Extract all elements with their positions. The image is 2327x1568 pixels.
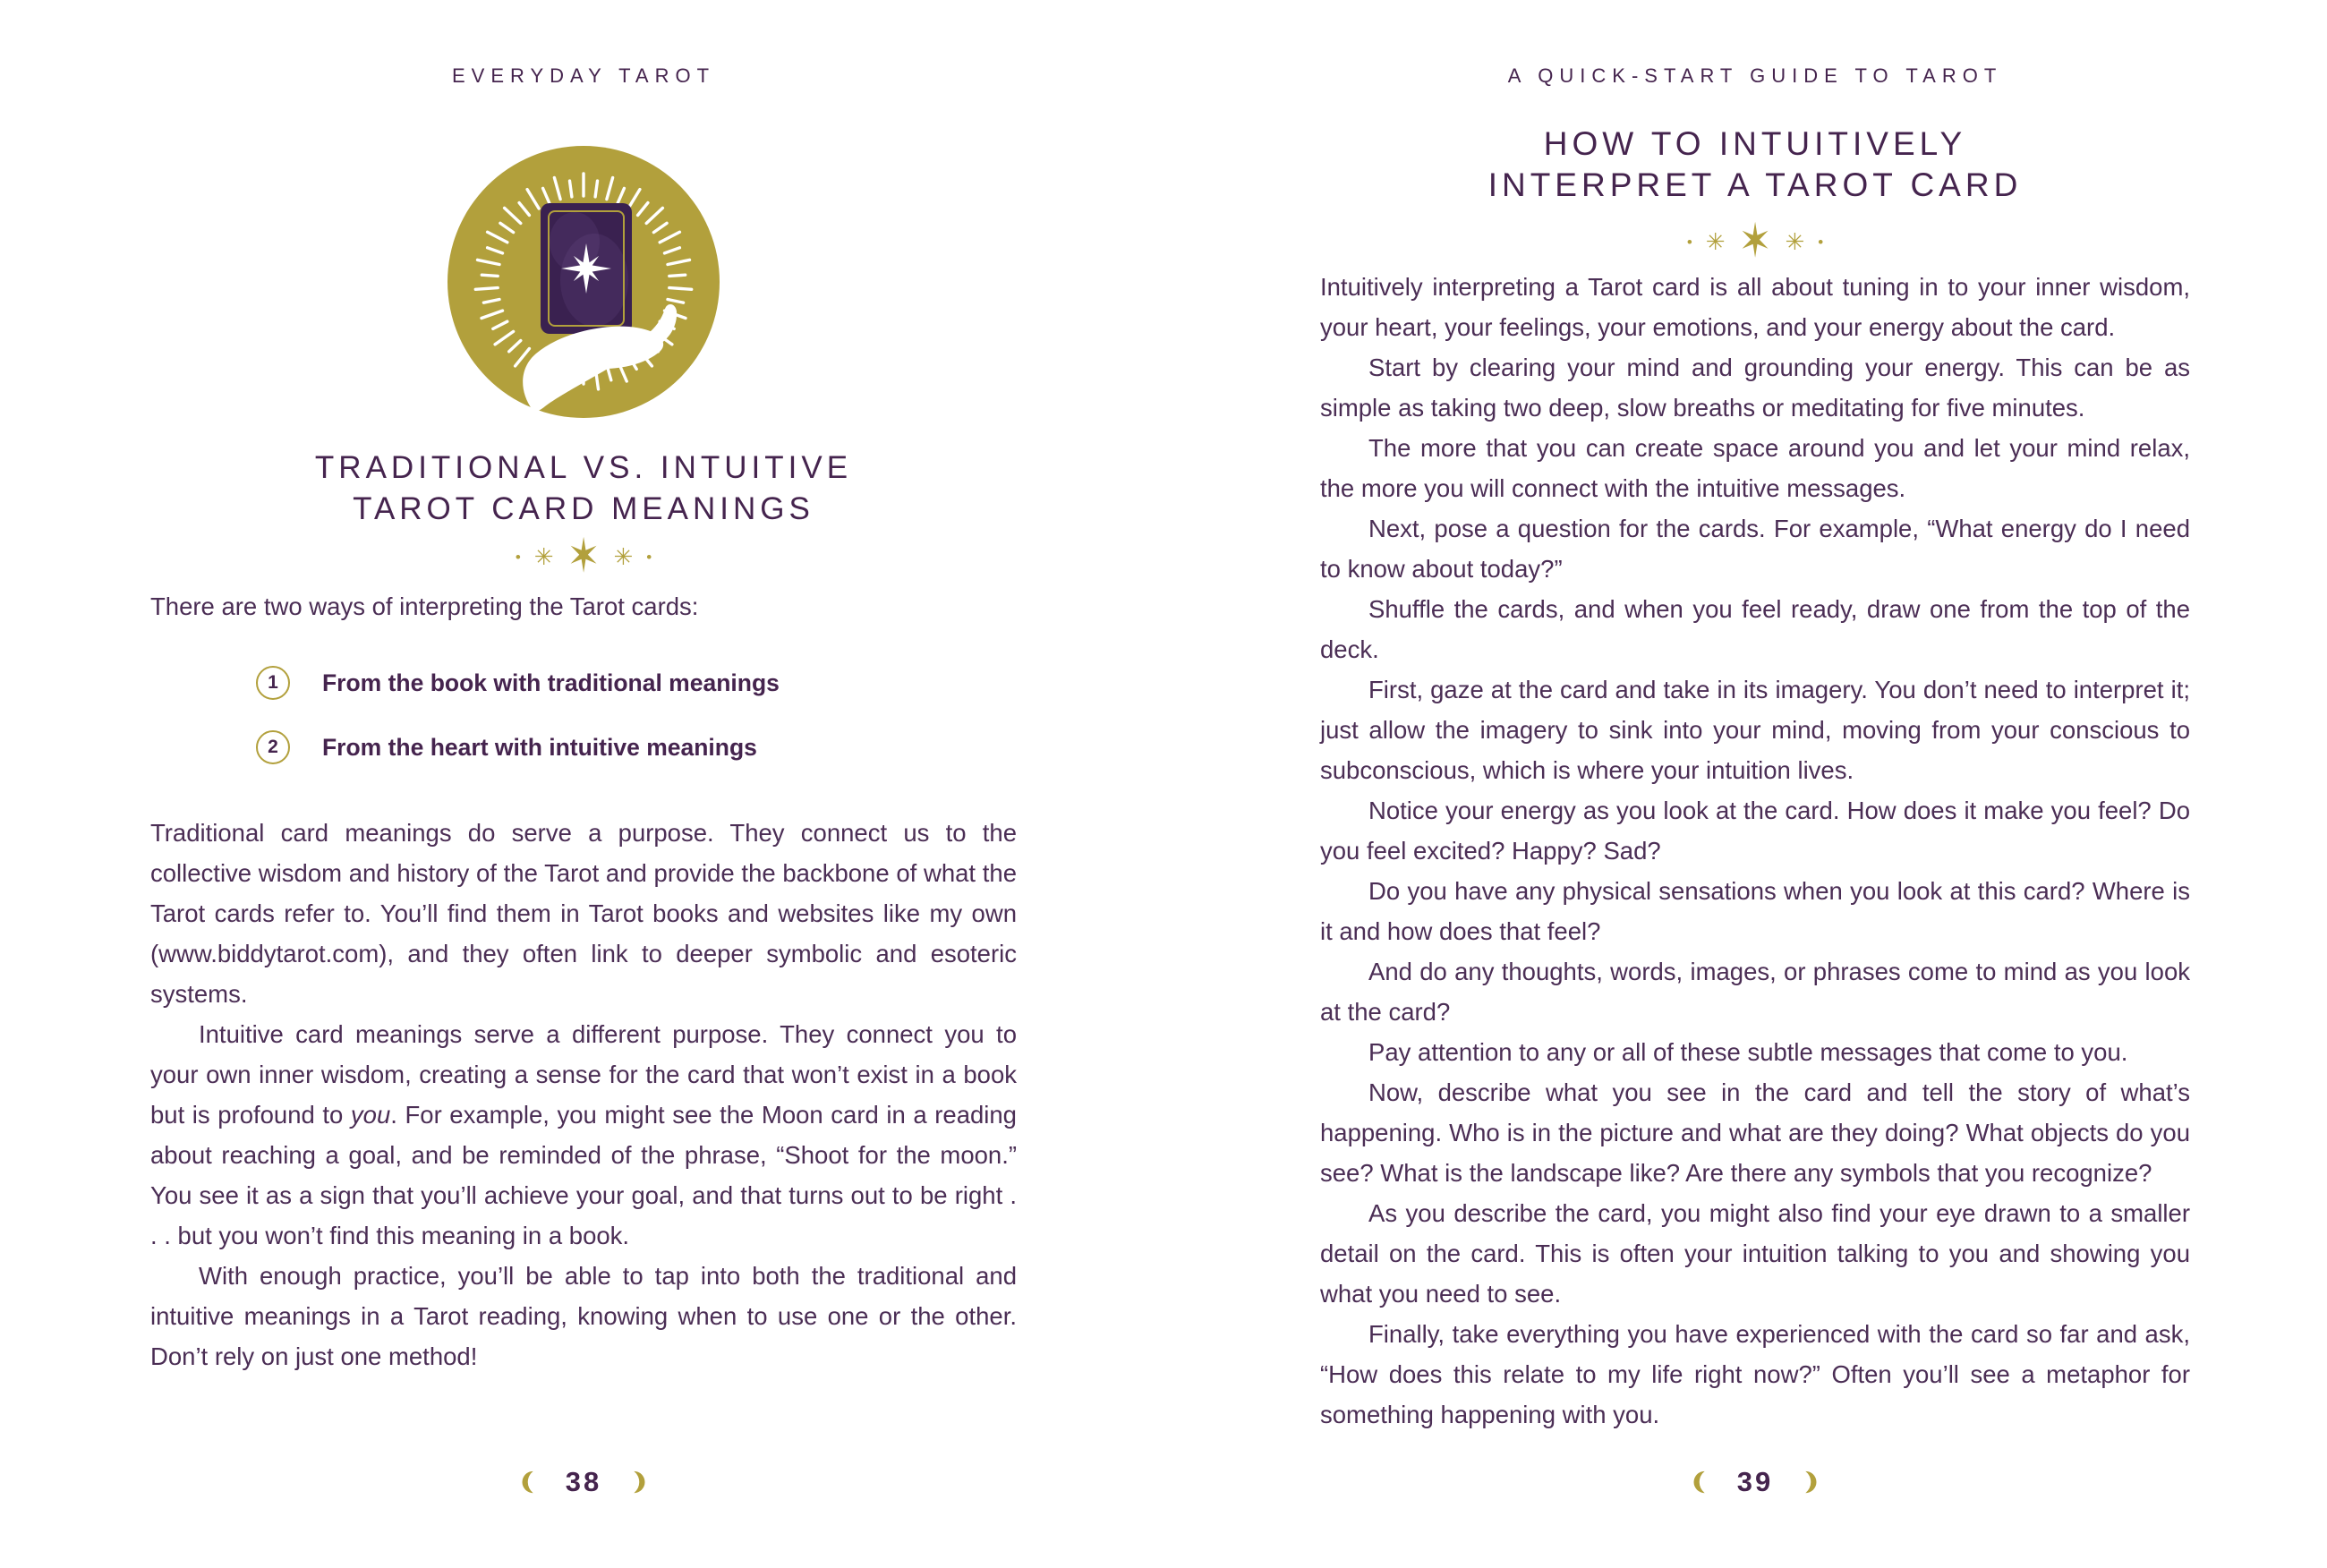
body-paragraph: With enough practice, you’ll be able to tap into both the traditional and intuitive meanings in a Tarot reading, knowing when to use one or the other. Don’t rely on just one method! (150, 1262, 1017, 1370)
body-paragraph: Intuitively interpreting a Tarot card is all about tuning in to your inner wisdom, your heart, your feelings, your emotions, and your energy about the card. (1320, 273, 2190, 341)
list-item-label: From the heart with intuitive meanings (322, 733, 757, 761)
crescent-moon-icon (625, 1468, 652, 1496)
body-paragraph: Traditional card meanings do serve a purpose. They connect us to the collective wisdom and history of the Tarot and provide the backbone of what the Tarot cards refer to. You’ll find them in Tarot books and websites like my own (www.biddytarot.com), and they often link to deeper symbolic and esoteric systems. (150, 819, 1017, 1008)
body-paragraph: As you describe the card, you might also find your eye drawn to a smaller detail on the card. This is often your intuition talking to you and showing you what you need to see. (1320, 1199, 2190, 1308)
body-paragraph: Shuffle the cards, and when you feel ready, draw one from the top of the deck. (1320, 595, 2190, 663)
sparkle-icon: ✳ (1785, 228, 1805, 255)
right-page (1164, 0, 2327, 1568)
dot-icon: • (1818, 233, 1824, 251)
chapter-title-line1: HOW TO INTUITIVELY (1543, 125, 1967, 162)
crescent-moon-icon (1796, 1468, 1823, 1496)
page-number: 38 (565, 1466, 602, 1497)
right-paragraphs (1320, 267, 2190, 1435)
list-item-label: From the book with traditional meanings (322, 669, 780, 696)
body-paragraph: Notice your energy as you look at the card. How does it make you feel? Do you feel excited? Happy? Sad? (1320, 797, 2190, 865)
body-paragraph: Intuitive card meanings serve a different purpose. They connect you to your own inner wisdom, creating a sense for the card that won’t exist in a book but is profound to you. For example, you might see the Moon card in a reading about reaching a goal, and be reminded of the phrase, “Shoot for the moon.” You see it as a sign that you’ll achieve your goal, and that turns out to be right . . . but you won’t find this meaning in a book. (150, 1020, 1017, 1249)
body-paragraph: Next, pose a question for the cards. For example, “What energy do I need to know about today?” (1320, 515, 2190, 583)
body-paragraph: And do any thoughts, words, images, or phrases come to mind as you look at the card? (1320, 958, 2190, 1026)
star-divider (1320, 215, 2190, 268)
left-page-column (150, 0, 1017, 1568)
body-paragraph: Do you have any physical sensations when you look at this card? Where is it and how does that feel? (1320, 877, 2190, 945)
six-pointed-star-icon: ✶ (567, 530, 601, 583)
sparkle-icon: ✳ (1705, 228, 1726, 255)
left-page-body (150, 586, 1017, 1376)
chapter-title-line2: TAROT CARD MEANINGS (353, 491, 814, 526)
right-page-column (1320, 0, 2190, 1568)
running-head: A QUICK-START GUIDE TO TAROT (1507, 64, 2003, 87)
star-divider (150, 530, 1017, 583)
body-paragraph: The more that you can create space around you and let your mind relax, the more you will connect with the intuitive messages. (1320, 434, 2190, 502)
sparkle-icon: ✳ (533, 543, 554, 570)
list-number-badge: 1 (256, 666, 290, 700)
crescent-moon-icon (1687, 1468, 1714, 1496)
intro-line: There are two ways of interpreting the Tarot cards: (150, 592, 699, 620)
body-paragraph: Now, describe what you see in the card and tell the story of what’s happening. Who is in the picture and what are they doing? What objects do you see? What is the landscape like? Are there any symbols that you recognize? (1320, 1078, 2190, 1187)
body-paragraph: Start by clearing your mind and grounding your energy. This can be as simple as taking two deep, slow breaths or meditating for five minutes. (1320, 354, 2190, 422)
crescent-moon-icon (516, 1468, 542, 1496)
chapter-title (150, 447, 1017, 530)
numbered-list (256, 662, 1017, 768)
chapter-title-line1: TRADITIONAL VS. INTUITIVE (314, 450, 853, 485)
list-number-badge: 2 (256, 730, 290, 764)
sparkle-icon: ✳ (613, 543, 634, 570)
dot-icon: • (515, 548, 521, 566)
page-number: 39 (1736, 1466, 1774, 1497)
left-folio (150, 1466, 1017, 1498)
list-item (256, 727, 1017, 768)
right-folio (1320, 1466, 2190, 1498)
body-paragraph: Pay attention to any or all of these subtle messages that come to you. (1368, 1038, 2128, 1066)
dot-icon: • (1686, 233, 1692, 251)
six-pointed-star-icon: ✶ (1738, 215, 1772, 268)
chapter-title-line2: INTERPRET A TAROT CARD (1487, 166, 2023, 203)
body-paragraph: Finally, take everything you have experienced with the card so far and ask, “How does this relate to my life right now?” Often you’ll see a metaphor for something happening with you. (1320, 1320, 2190, 1428)
list-item (256, 662, 1017, 703)
illustration-svg (440, 132, 727, 431)
running-head: EVERYDAY TAROT (451, 64, 716, 87)
chapter-title (1320, 124, 2190, 206)
dot-icon: • (646, 548, 652, 566)
body-paragraph: First, gaze at the card and take in its imagery. You don’t need to interpret it; just allow the imagery to sink into your mind, moving from your conscious to subconscious, which is where your intuition lives. (1320, 676, 2190, 784)
left-paragraphs (150, 813, 1017, 1376)
right-page-body (1320, 267, 2190, 1435)
hand-holding-tarot-card-illustration (440, 132, 727, 436)
